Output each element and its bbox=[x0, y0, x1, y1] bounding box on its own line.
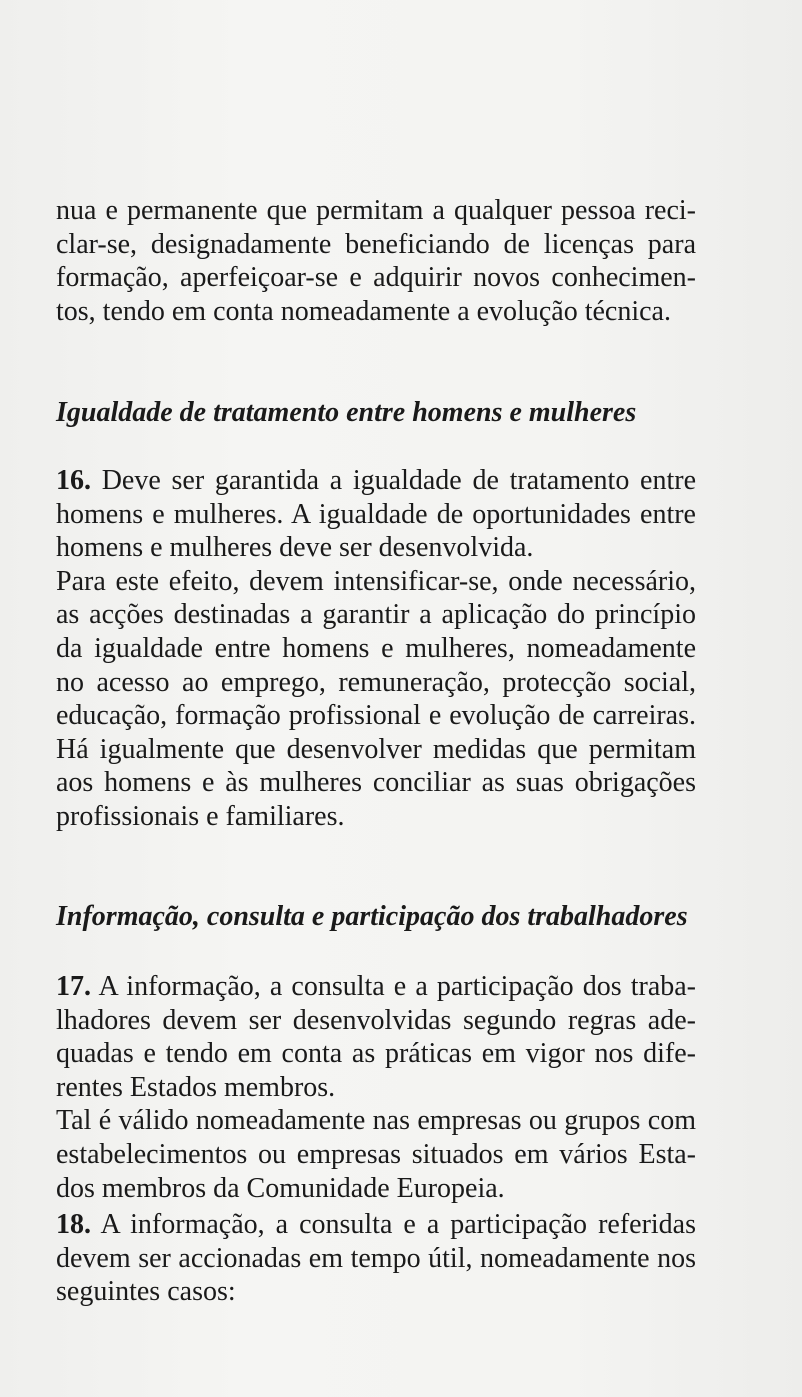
text-line: dos membros da Comunidade Europeia. bbox=[56, 1172, 505, 1204]
text-line bbox=[56, 464, 696, 498]
text-line: Há igualmente que desenvolver medidas que permitam bbox=[56, 733, 696, 765]
item-number: 16. bbox=[56, 465, 91, 496]
text-line: estabelecimentos ou empresas situados em vários Esta- bbox=[56, 1138, 696, 1170]
text-line: no acesso ao emprego, remuneração, protecção social, bbox=[56, 666, 696, 698]
item-16 bbox=[56, 464, 696, 834]
text-line: as acções destinadas a garantir a aplicação do princípio bbox=[56, 599, 696, 631]
text-line bbox=[56, 1208, 696, 1242]
text-line-content: Deve ser garantida a igualdade de tratamento entre bbox=[91, 465, 696, 496]
text-line: devem ser accionadas em tempo útil, nomeadamente nos bbox=[56, 1242, 696, 1274]
text-line: quadas e tendo em conta as práticas em vigor nos dife- bbox=[56, 1038, 696, 1070]
text-line: Para este efeito, devem intensificar-se, onde necessário, bbox=[56, 565, 696, 597]
text-line: formação, aperfeiçoar-se e adquirir novos conhecimen- bbox=[56, 262, 696, 294]
text-line: aos homens e às mulheres conciliar as suas obrigações bbox=[56, 767, 696, 799]
text-line: Tal é válido nomeadamente nas empresas ou grupos com bbox=[56, 1105, 696, 1137]
text-line: seguintes casos: bbox=[56, 1276, 236, 1308]
item-number: 18. bbox=[56, 1209, 91, 1240]
text-line: educação, formação profissional e evolução de carreiras. bbox=[56, 700, 696, 732]
intro-paragraph bbox=[56, 194, 696, 328]
text-line: da igualdade entre homens e mulheres, nomeadamente bbox=[56, 632, 696, 664]
section-heading-information: Informação, consulta e participação dos trabalhadores bbox=[56, 901, 688, 932]
text-line: clar-se, designadamente beneficiando de licenças para bbox=[56, 228, 696, 260]
text-line: lhadores devem ser desenvolvidas segundo regras ade- bbox=[56, 1004, 696, 1036]
text-line: homens e mulheres. A igualdade de oportunidades entre bbox=[56, 498, 696, 530]
text-line: rentes Estados membros. bbox=[56, 1071, 336, 1103]
text-line: nua e permanente que permitam a qualquer pessoa reci- bbox=[56, 195, 696, 226]
text-line bbox=[56, 970, 696, 1004]
text-line: tos, tendo em conta nomeadamente a evolução técnica. bbox=[56, 295, 671, 327]
item-number: 17. bbox=[56, 971, 91, 1002]
item-17 bbox=[56, 970, 696, 1205]
section-heading-equality: Igualdade de tratamento entre homens e mulheres bbox=[56, 397, 637, 428]
item-18 bbox=[56, 1208, 696, 1309]
text-line-content: A informação, a consulta e a participação referidas bbox=[91, 1209, 696, 1240]
text-line: homens e mulheres deve ser desenvolvida. bbox=[56, 532, 534, 564]
text-line: profissionais e familiares. bbox=[56, 800, 345, 832]
text-line-content: A informação, a consulta e a participação dos traba- bbox=[91, 971, 696, 1002]
